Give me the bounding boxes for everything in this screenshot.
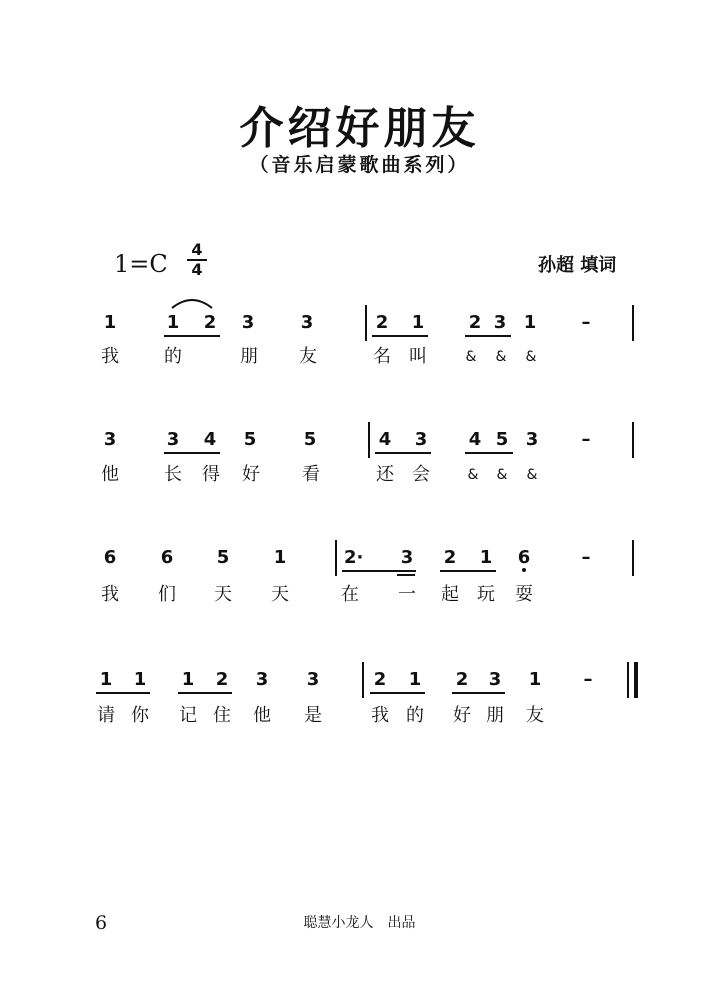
note: 2 (203, 312, 217, 333)
note: 3 (166, 429, 180, 450)
note: 3 (400, 547, 414, 568)
lyric: & (525, 349, 537, 365)
lyric: 天 (271, 584, 289, 605)
lyric: 我 (371, 705, 389, 726)
underline-beam (370, 692, 425, 694)
lyric: 名 (373, 346, 391, 367)
note: 4 (468, 429, 482, 450)
note: 2 (215, 669, 229, 690)
lyric: 朋 (486, 705, 504, 726)
lyric: 玩 (477, 584, 495, 605)
note: 3 (493, 312, 507, 333)
lyric: 看 (302, 464, 320, 485)
note: 2 (375, 312, 389, 333)
underline-beam (452, 692, 505, 694)
lyric: 耍 (515, 584, 533, 605)
underline-beam (178, 692, 232, 694)
lyric: 的 (164, 346, 182, 367)
lyric: 住 (213, 705, 231, 726)
note: 1 (273, 547, 287, 568)
publisher-credit: 聪慧小龙人 出品 (303, 915, 416, 931)
tie-slur (170, 296, 214, 310)
lyric: 在 (341, 584, 359, 605)
note: 1 (166, 312, 180, 333)
note: 1 (528, 669, 542, 690)
lyric: 还 (376, 464, 394, 485)
lyric: 的 (406, 705, 424, 726)
bar-line (368, 422, 370, 458)
bar-line (365, 305, 367, 341)
note: 5 (216, 547, 230, 568)
note: 2 (455, 669, 469, 690)
lyric: 叫 (409, 346, 427, 367)
page-number: 6 (95, 912, 108, 934)
note: 5 (243, 429, 257, 450)
lyric: 请 (97, 705, 115, 726)
underline-beam (164, 452, 220, 454)
low-octave-dot (522, 568, 526, 572)
lyric: & (526, 467, 538, 483)
lyric: 会 (412, 464, 430, 485)
note: 3 (306, 669, 320, 690)
note: 6 (517, 547, 531, 568)
note: 4 (378, 429, 392, 450)
lyric: 他 (253, 705, 271, 726)
lyric: 天 (214, 584, 232, 605)
lyric: & (467, 467, 479, 483)
song-subtitle: （音乐启蒙歌曲系列） (249, 154, 470, 176)
underline-beam (440, 570, 496, 572)
time-signature-bottom: 4 (191, 260, 203, 279)
lyric: 友 (299, 346, 317, 367)
lyric: 得 (202, 464, 220, 485)
lyric: & (496, 467, 508, 483)
lyric: 友 (526, 705, 544, 726)
note: 1 (408, 669, 422, 690)
lyric: 我 (101, 346, 119, 367)
note: 2 (468, 312, 482, 333)
note: 3 (241, 312, 255, 333)
final-bar-thick (634, 662, 638, 698)
song-title: 介绍好朋友 (239, 103, 480, 154)
note: 6 (160, 547, 174, 568)
time-signature-top: 4 (191, 240, 203, 259)
lyric: & (495, 349, 507, 365)
note: 5 (495, 429, 509, 450)
note: 3 (488, 669, 502, 690)
note: 3 (300, 312, 314, 333)
note: 1 (133, 669, 147, 690)
underline-beam (375, 452, 431, 454)
note: 3 (525, 429, 539, 450)
note: – (581, 547, 591, 568)
lyric: 好 (242, 464, 260, 485)
underline-beam (465, 452, 513, 454)
lyric: 是 (304, 705, 322, 726)
lyric: & (465, 349, 477, 365)
lyric: 记 (179, 705, 197, 726)
note: 5 (303, 429, 317, 450)
note: 2 (443, 547, 457, 568)
time-signature (186, 241, 208, 279)
note: 2· (344, 547, 364, 568)
underline-beam (342, 570, 416, 572)
key-signature: 1=C (114, 250, 168, 278)
underline-beam (397, 574, 415, 576)
underline-beam (465, 335, 511, 337)
lyric: 我 (101, 584, 119, 605)
note: 4 (203, 429, 217, 450)
note: 1 (181, 669, 195, 690)
lyric: 好 (453, 705, 471, 726)
lyric: 们 (158, 584, 176, 605)
note: 1 (103, 312, 117, 333)
lyric: 一 (398, 584, 416, 605)
bar-line (632, 422, 634, 458)
note: 3 (255, 669, 269, 690)
note: 1 (479, 547, 493, 568)
bar-line (362, 662, 364, 698)
lyric: 长 (164, 464, 182, 485)
bar-line (632, 540, 634, 576)
note: 6 (103, 547, 117, 568)
note: 1 (523, 312, 537, 333)
note: 1 (99, 669, 113, 690)
bar-line (632, 305, 634, 341)
underline-beam (372, 335, 428, 337)
lyric: 他 (101, 464, 119, 485)
note: – (581, 429, 591, 450)
underline-beam (96, 692, 150, 694)
underline-beam (164, 335, 220, 337)
lyric: 起 (441, 584, 459, 605)
note: – (581, 312, 591, 333)
note: 3 (414, 429, 428, 450)
note: 1 (411, 312, 425, 333)
note: 2 (373, 669, 387, 690)
lyric: 朋 (240, 346, 258, 367)
note: 3 (103, 429, 117, 450)
final-bar-thin (627, 662, 629, 698)
lyricist-credit: 孙超 填词 (538, 255, 617, 276)
bar-line (335, 540, 337, 576)
lyric: 你 (131, 705, 149, 726)
note: – (583, 669, 593, 690)
